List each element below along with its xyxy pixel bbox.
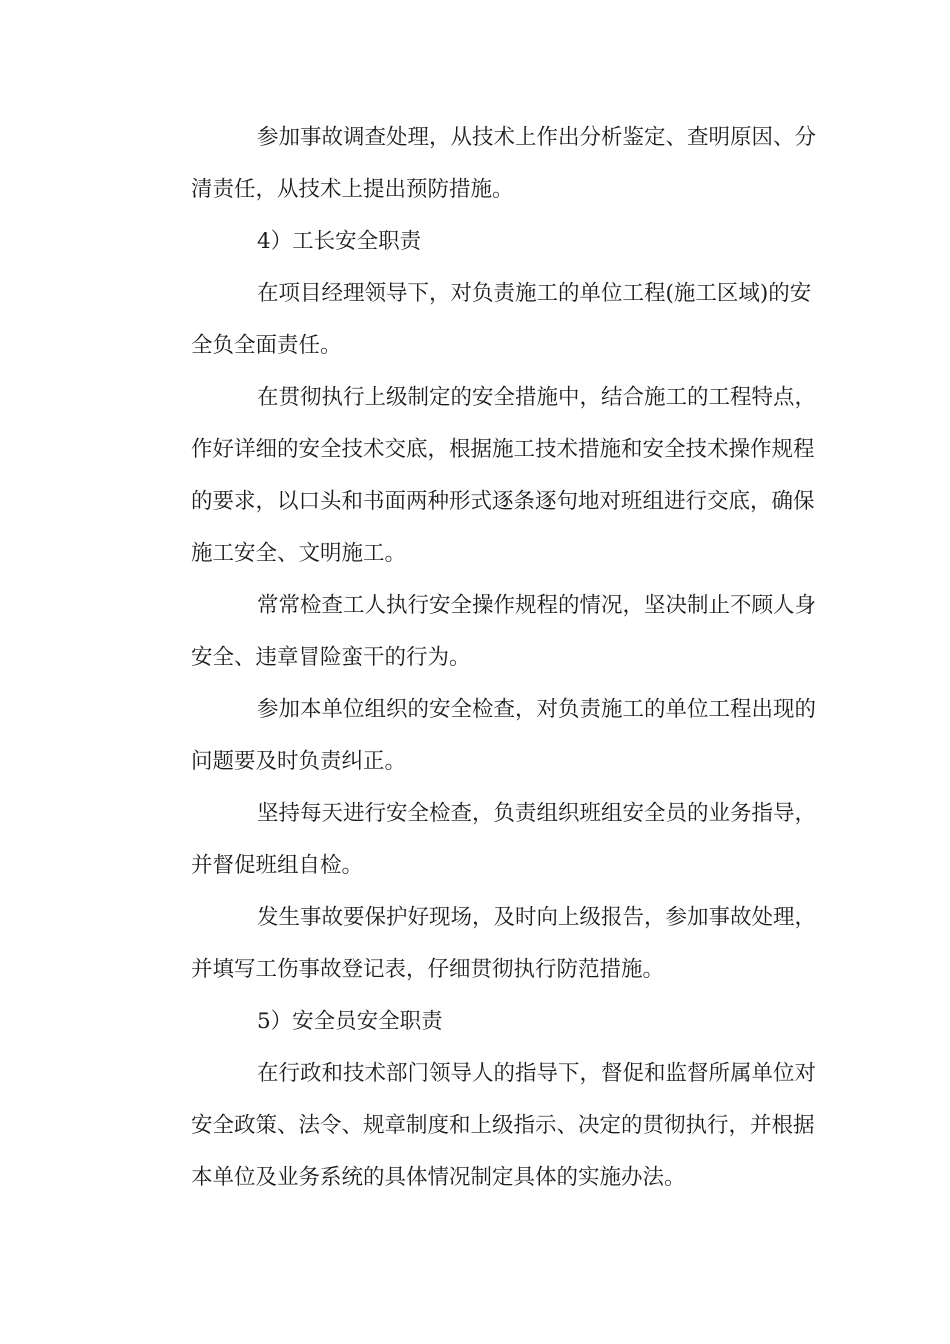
paragraph-daily-check — [148, 788, 817, 892]
section-heading-foreman — [148, 216, 800, 268]
text-line: 常常检查工人执行安全操作规程的情况，坚决制止不顾人身 — [257, 593, 817, 618]
heading-line: 4）工长安全职责 — [257, 229, 422, 254]
text-line: 施工安全、文明施工。 — [191, 541, 407, 566]
paragraph-safety-briefing — [148, 372, 817, 580]
text-line: 全负全面责任。 — [191, 333, 342, 358]
paragraph-safety-check — [148, 684, 817, 788]
paragraph-inspect-workers — [148, 580, 817, 684]
text-line: 并填写工伤事故登记表，仔细贯彻执行防范措施。 — [191, 957, 665, 982]
text-line: 参加事故调查处理，从技术上作出分析鉴定、查明原因、分 — [257, 125, 817, 150]
section-heading-safety-officer — [148, 996, 800, 1048]
text-line: 作好详细的安全技术交底，根据施工技术措施和安全技术操作规程 — [191, 437, 815, 462]
text-line: 安全、违章冒险蛮干的行为。 — [191, 645, 471, 670]
paragraph-accident-investigation — [148, 112, 817, 216]
text-line: 坚持每天进行安全检查，负责组织班组安全员的业务指导， — [257, 801, 817, 826]
text-line: 的要求，以口头和书面两种形式逐条逐句地对班组进行交底，确保 — [191, 489, 815, 514]
text-line: 清责任，从技术上提出预防措施。 — [191, 177, 514, 202]
paragraph-safety-officer-duty — [148, 1048, 817, 1204]
text-line: 参加本单位组织的安全检查，对负责施工的单位工程出现的 — [257, 697, 817, 722]
paragraph-foreman-responsibility — [148, 268, 812, 372]
text-line: 在行政和技术部门领导人的指导下，督促和监督所属单位对 — [257, 1061, 817, 1086]
text-line: 问题要及时负责纠正。 — [191, 749, 407, 774]
text-line: 本单位及业务系统的具体情况制定具体的实施办法。 — [191, 1165, 686, 1190]
text-line: 并督促班组自检。 — [191, 853, 364, 878]
text-line: 在贯彻执行上级制定的安全措施中，结合施工的工程特点， — [257, 385, 817, 410]
paragraph-accident-handling — [148, 892, 817, 996]
text-line: 安全政策、法令、规章制度和上级指示、决定的贯彻执行，并根据 — [191, 1113, 815, 1138]
text-line: 发生事故要保护好现场，及时向上级报告，参加事故处理， — [257, 905, 817, 930]
heading-line: 5）安全员安全职责 — [257, 1009, 443, 1034]
text-line: 在项目经理领导下，对负责施工的单位工程(施工区域)的安 — [257, 281, 812, 306]
document-body — [148, 112, 817, 1204]
